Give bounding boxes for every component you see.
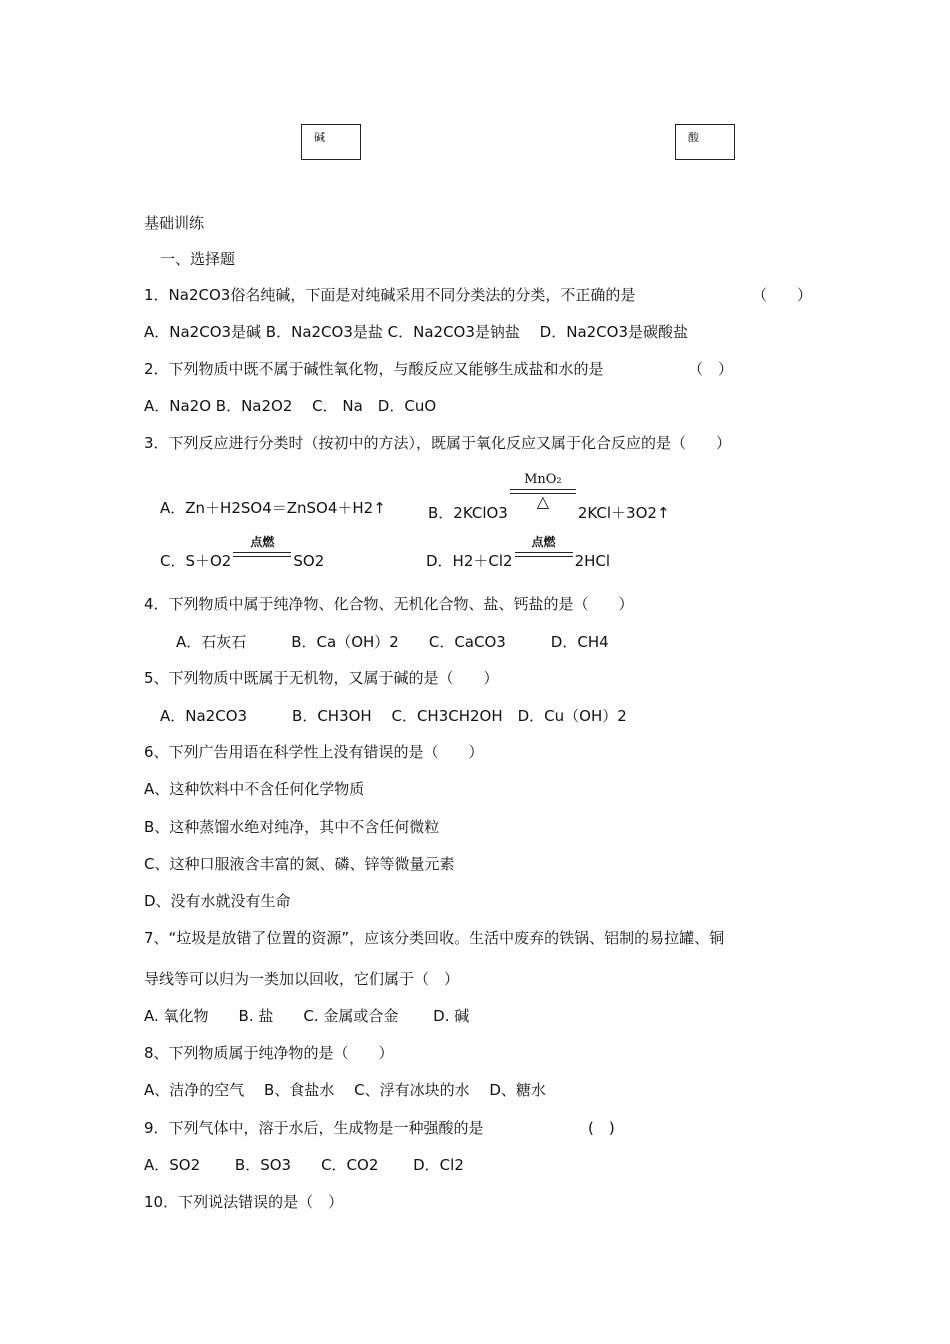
question-6-option-c: C、这种口服液含丰富的氮、磷、锌等微量元素 xyxy=(144,855,455,873)
question-3-option-b xyxy=(428,472,670,523)
question-8-stem: 8、下列物质属于纯净物的是（ ） xyxy=(144,1044,394,1062)
option-b-right: 2KCl＋3O2↑ xyxy=(577,504,670,522)
question-4-stem: 4．下列物质中属于纯净物、化合物、无机化合物、盐、钙盐的是（ ） xyxy=(144,595,634,613)
section-title: 基础训练 xyxy=(144,214,205,232)
box-acid xyxy=(675,124,735,160)
question-6-option-b: B、这种蒸馏水绝对纯净，其中不含任何微粒 xyxy=(144,818,440,836)
question-3-option-a: A．Zn＋H2SO4＝ZnSO4＋H2↑ xyxy=(160,499,386,517)
question-6-option-a: A、这种饮料中不含任何化学物质 xyxy=(144,780,365,798)
reaction-condition-mno2 xyxy=(510,472,576,518)
question-4-options: A．石灰石 B．Ca（OH）2 C．CaCO3 D．CH4 xyxy=(176,633,609,651)
question-3-option-c xyxy=(160,535,325,571)
reaction-condition-ignite-c xyxy=(233,535,291,566)
question-3-option-d xyxy=(426,535,611,571)
question-5-stem: 5、下列物质中既属于无机物，又属于碱的是（ ） xyxy=(144,669,499,687)
question-9-options: A．SO2 B．SO3 C．CO2 D．Cl2 xyxy=(144,1156,464,1174)
question-6-stem: 6、下列广告用语在科学性上没有错误的是（ ） xyxy=(144,743,484,761)
question-2-stem: 2．下列物质中既不属于碱性氧化物，与酸反应又能够生成盐和水的是 xyxy=(144,360,604,378)
question-9-paren: ( ) xyxy=(588,1119,615,1137)
box-base-label: 碱 xyxy=(314,131,325,144)
question-3-stem: 3．下列反应进行分类时（按初中的方法），既属于氧化反应又属于化合反应的是（ ） xyxy=(144,434,732,452)
reaction-condition-ignite-d xyxy=(515,535,573,566)
heat-icon: △ xyxy=(536,492,549,511)
question-2-options: A．Na2O B．Na2O2 C． Na D．CuO xyxy=(144,397,437,415)
question-7-stem-line-2: 导线等可以归为一类加以回收，它们属于（ ） xyxy=(144,970,460,988)
option-b-left: B．2KClO3 xyxy=(428,504,508,522)
option-c-left: C．S＋O2 xyxy=(160,552,232,570)
question-1-stem: 1．Na2CO3俗名纯碱，下面是对纯碱采用不同分类法的分类，不正确的是 xyxy=(144,286,636,304)
question-1-options: A．Na2CO3是碱 B．Na2CO3是盐 C．Na2CO3是钠盐 D．Na2CO3是碳酸盐 xyxy=(144,323,689,341)
box-base xyxy=(301,124,361,160)
ignite-label: 点燃 xyxy=(531,535,556,549)
question-7-stem-line-1: 7、“垃圾是放错了位置的资源”，应该分类回收。生活中废弃的铁锅、铝制的易拉罐、铜 xyxy=(144,929,725,947)
option-d-left: D．H2＋Cl2 xyxy=(426,552,513,570)
question-6-option-d: D、没有水就没有生命 xyxy=(144,892,291,910)
question-1-paren: （ ） xyxy=(752,286,813,304)
option-c-right: SO2 xyxy=(293,552,325,570)
catalyst-label: MnO₂ xyxy=(524,472,562,487)
question-5-options: A．Na2CO3 B．CH3OH C．CH3CH2OH D．Cu（OH）2 xyxy=(160,707,627,725)
box-acid-label: 酸 xyxy=(688,131,699,144)
question-8-options: A、洁净的空气 B、食盐水 C、浮有冰块的水 D、糖水 xyxy=(144,1081,546,1099)
question-10-stem: 10．下列说法错误的是（ ） xyxy=(144,1193,344,1211)
ignite-label: 点燃 xyxy=(250,535,275,549)
question-2-paren: （ ） xyxy=(688,360,734,378)
question-9-stem: 9．下列气体中，溶于水后，生成物是一种强酸的是 xyxy=(144,1119,484,1137)
part-title: 一、选择题 xyxy=(160,250,236,268)
question-7-options: A. 氧化物 B. 盐 C. 金属或合金 D. 碱 xyxy=(144,1007,470,1025)
option-d-right: 2HCl xyxy=(574,552,611,570)
